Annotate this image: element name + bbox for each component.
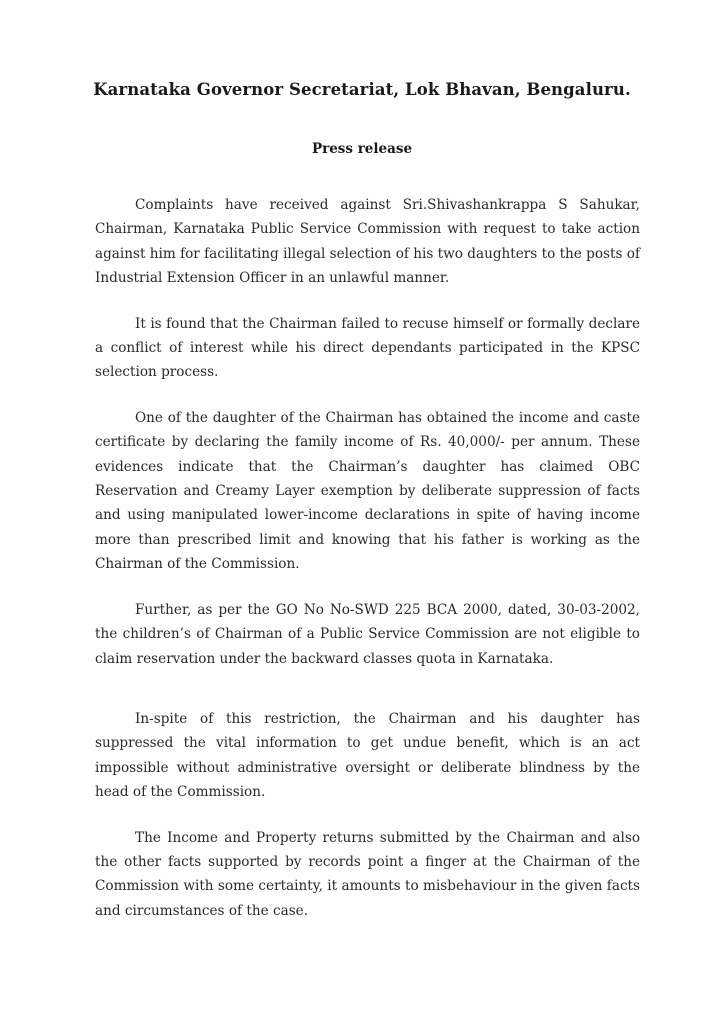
paragraph-conflict-of-interest: It is found that the Chairman failed to recuse himself or formally declare a conflict of interest while his direct dependants participated in the KPSC selection process. [95,315,640,381]
document-body [95,193,640,944]
paragraph-complaints: Complaints have received against Sri.Shivashankrappa S Sahukar, Chairman, Karnataka Public Service Commission with request to take action against him for facilitating illegal selection of his two daughters to the posts of Industrial Extension Officer in an unlawful manner. [95,197,640,287]
press-release-title: Press release [311,141,413,157]
paragraph-suppression: In-spite of this restriction, the Chairman and his daughter has suppressed the vital information to get undue benefit, which is an act impossible without administrative oversight or deliberate blindness by the head of the Commission. [95,710,640,801]
document-heading: Karnataka Governor Secretariat, Lok Bhavan, Bengaluru. [93,80,631,99]
paragraph-income-property-returns: The Income and Property returns submitted by the Chairman and also the other facts supported by records point a finger at the Chairman of the Commission with some certainty, it amounts to misbehaviour in the given facts and circumstances of the case. [95,829,640,919]
paragraph-government-order: Further, as per the GO No No-SWD 225 BCA 2000, dated, 30-03-2002, the children’s of Chairman of a Public Service Commission are not eligible to claim reservation under the backward classes quota in Karnataka. [95,601,640,667]
paragraph-income-certificate: One of the daughter of the Chairman has obtained the income and caste certificate by declaring the family income of Rs. 40,000/- per annum. These evidences indicate that the Chairman’s daughter has claimed OBC Reservation and Creamy Layer exemption by deliberate suppression of facts and using manipulated lower-income declarations in spite of having income more than prescribed limit and knowing that his father is working as the Chairman of the Commission. [95,409,640,573]
